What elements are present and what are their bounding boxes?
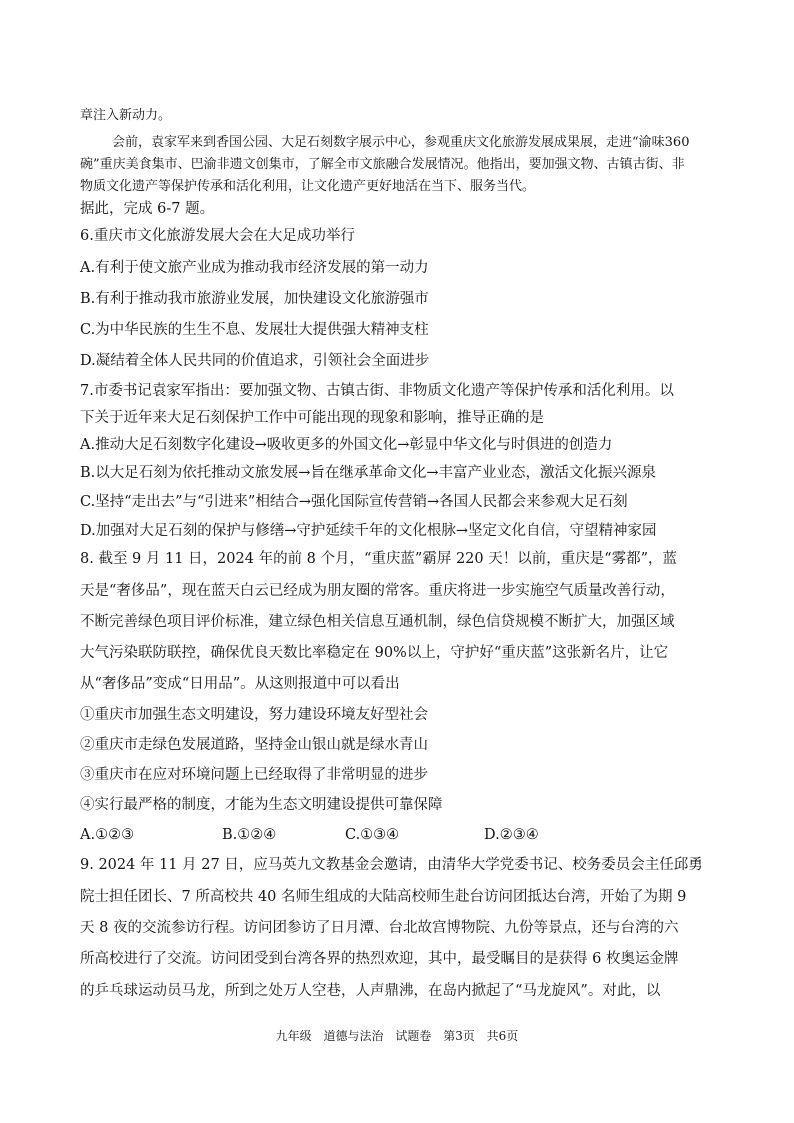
question-7-stem: 7.市委书记袁家军指出：要加强文物、古镇古街、非物质文化遗产等保护传承和活化利用。以 xyxy=(80,383,674,399)
question-8-stem: 从“奢侈品”变成“日用品”。从这则报道中可以看出 xyxy=(80,676,400,692)
question-9-stem: 院士担任团长、7 所高校共 40 名师生组成的大陆高校师生赴台访问团抵达台湾，开始了为期 9 xyxy=(80,889,687,905)
footer-subject: 道德与法治 xyxy=(323,1029,384,1043)
question-8-item-3: ③重庆市在应对环境问题上已经取得了非常明显的进步 xyxy=(80,767,428,783)
question-8-stem: 天是“奢侈品”，现在蓝天白云已经成为朋友圈的常客。重庆将进一步实施空气质量改善行动， xyxy=(80,583,675,599)
question-6-option-b: B.有利于推动我市旅游业发展，加快建设文化旅游强市 xyxy=(80,291,429,307)
question-8-stem: 不断完善绿色项目评价标准，建立绿色相关信息互通机制，绿色信贷规模不断扩大，加强区域 xyxy=(80,614,675,630)
question-7-option-d: D.加强对大足石刻的保护与修缮→守护延续千年的文化根脉→坚定文化自信，守望精神家园 xyxy=(80,523,657,539)
question-8-item-4: ④实行最严格的制度，才能为生态文明建设提供可靠保障 xyxy=(80,797,443,813)
question-8-stem: 8. 截至 9 月 11 日，2024 年的前 8 个月，“重庆蓝”霸屏 220 天！以前，重庆是“雾都”，蓝 xyxy=(80,551,678,567)
question-8-item-2: ②重庆市走绿色发展道路，坚持金山银山就是绿水青山 xyxy=(80,737,428,753)
footer-paper: 试题卷 xyxy=(395,1029,432,1043)
footer-total-pages: 共6页 xyxy=(486,1029,519,1043)
footer-grade: 九年级 xyxy=(275,1029,312,1043)
question-7-option-c: C.坚持“走出去”与“引进来”相结合→强化国际宣传营销→各国人民都会来参观大足石刻 xyxy=(80,494,628,510)
footer-page-number: 第3页 xyxy=(443,1029,475,1043)
intro-continuation: 章注入新动力。 xyxy=(80,108,172,123)
question-7-option-b: B.以大足石刻为依托推动文旅发展→旨在继承革命文化→丰富产业业态，激活文化振兴源泉 xyxy=(80,465,657,481)
page-footer xyxy=(0,1028,794,1044)
question-instruction: 据此，完成 6-7 题。 xyxy=(80,201,215,217)
question-6-option-c: C.为中华民族的生生不息、发展壮大提供强大精神支柱 xyxy=(80,322,429,338)
question-6-option-d: D.凝结着全体人民共同的价值追求，引领社会全面进步 xyxy=(80,353,430,369)
question-9-stem: 的乒乓球运动员马龙，所到之处万人空巷，人声鼎沸，在岛内掀起了“马龙旋风”。对此，以 xyxy=(80,983,661,999)
question-8-option-b: B.①②④ xyxy=(222,827,277,843)
intro-paragraph-line: 会前，袁家军来到香国公园、大足石刻数字展示中心，参观重庆文化旅游发展成果展，走进“渝味360 xyxy=(112,135,690,150)
question-6-stem: 6.重庆市文化旅游发展大会在大足成功举行 xyxy=(80,228,355,244)
question-8-option-d: D.②③④ xyxy=(484,827,539,843)
question-9-stem: 所高校进行了交流。访问团受到台湾各界的热烈欢迎，其中，最受瞩目的是获得 6 枚奥运金牌 xyxy=(80,951,679,967)
question-8-option-a: A.①②③ xyxy=(80,827,135,843)
intro-paragraph-line: 物质文化遗产等保护传承和活化利用，让文化遗产更好地活在当下、服务当代。 xyxy=(80,179,536,194)
intro-paragraph-line: 碗”重庆美食集市、巴渝非遗文创集市，了解全市文旅融合发展情况。他指出，要加强文物、古镇古街、非 xyxy=(80,157,685,172)
question-6-option-a: A.有利于使文旅产业成为推动我市经济发展的第一动力 xyxy=(80,260,429,276)
question-7-option-a: A.推动大足石刻数字化建设→吸收更多的外国文化→彰显中华文化与时俱进的创造力 xyxy=(80,437,613,453)
question-9-stem: 9. 2024 年 11 月 27 日，应马英九文教基金会邀请，由清华大学党委书记、校务委员会主任邱勇 xyxy=(80,857,703,873)
question-7-stem: 下关于近年来大足石刻保护工作中可能出现的现象和影响，推导正确的是 xyxy=(80,410,544,426)
question-9-stem: 天 8 夜的交流参访行程。访问团参访了日月潭、台北故宫博物院、九份等景点，还与台湾的六 xyxy=(80,920,679,936)
question-8-item-1: ①重庆市加强生态文明建设，努力建设环境友好型社会 xyxy=(80,707,428,723)
question-8-stem: 大气污染联防联控，确保优良天数比率稳定在 90%以上，守护好“重庆蓝”这张新名片，让它 xyxy=(80,645,669,661)
question-8-option-c: C.①③④ xyxy=(345,827,400,843)
